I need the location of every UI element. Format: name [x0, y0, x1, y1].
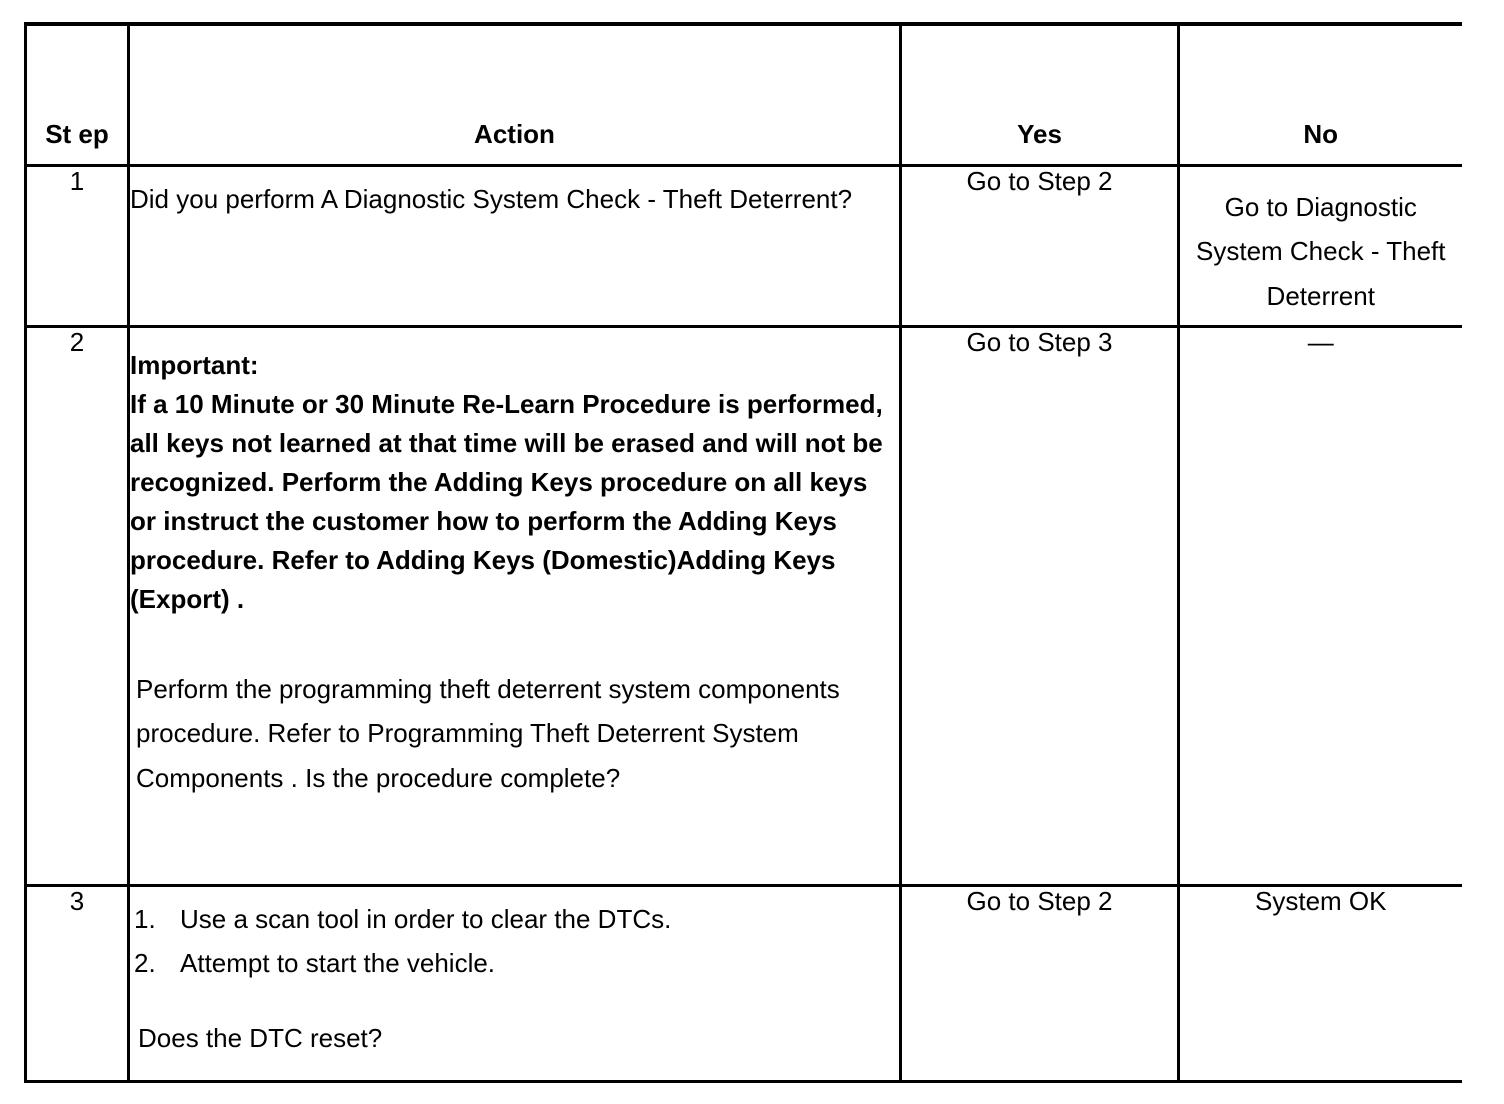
step-number: 1	[26, 165, 129, 326]
diagnostic-table	[24, 22, 1462, 1083]
header-action: Action	[129, 24, 901, 165]
table-row	[26, 885, 1462, 1081]
header-row	[26, 24, 1462, 165]
no-result: System OK	[1179, 885, 1462, 1081]
yes-result: Go to Step 2	[901, 165, 1179, 326]
yes-result: Go to Step 2	[901, 885, 1179, 1081]
step-number: 2	[26, 326, 129, 885]
action-cell	[129, 885, 901, 1081]
important-label: Important:	[130, 349, 259, 380]
list-text: Use a scan tool in order to clear the DTCs.	[180, 903, 672, 934]
action-text: Did you perform A Diagnostic System Check - Theft Deterrent?	[129, 165, 901, 326]
yes-result: Go to Step 3	[901, 326, 1179, 885]
list-number: 2.	[134, 948, 156, 979]
table-row	[26, 165, 1462, 326]
no-result: Go to Diagnostic System Check - Theft Deterrent	[1179, 165, 1462, 326]
list-number: 1.	[134, 903, 156, 934]
question-text: Does the DTC reset?	[138, 1022, 383, 1053]
header-step: St ep	[26, 24, 129, 165]
no-result: —	[1179, 326, 1462, 885]
important-note: If a 10 Minute or 30 Minute Re-Learn Procedure is performed, all keys not learned at that time will be erased and will not be recognized. Perform the Adding Keys procedure on all keys or instruct the customer how to perform the Adding Keys procedure. Refer to Adding Keys (Domestic)Adding Keys (Export) .	[130, 388, 883, 614]
table-row	[26, 326, 1462, 885]
header-yes: Yes	[901, 24, 1179, 165]
action-list	[130, 897, 899, 986]
list-item	[130, 941, 899, 986]
action-text: Perform the programming theft deterrent system components procedure. Refer to Programming Theft Deterrent System Components . Is the procedure complete?	[136, 673, 840, 793]
list-item	[130, 897, 899, 942]
list-text: Attempt to start the vehicle.	[180, 948, 496, 979]
header-no: No	[1179, 24, 1462, 165]
step-number: 3	[26, 885, 129, 1081]
action-cell	[129, 326, 901, 885]
